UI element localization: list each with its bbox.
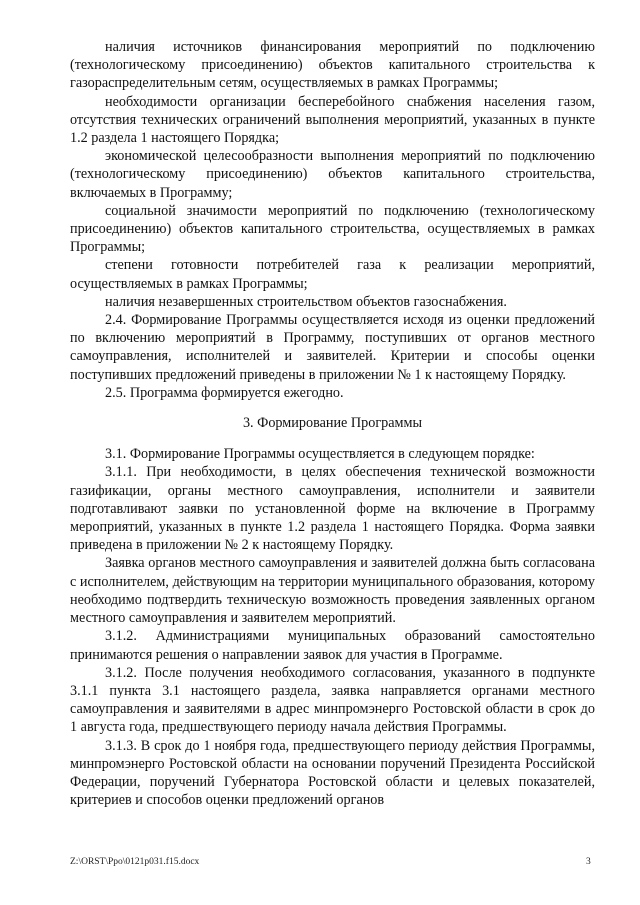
paragraph-3-1-2-b: 3.1.2. После получения необходимого согласования, указанного в подпункте 3.1.1 пункта 3.1 настоящего раздела, заявка направляется органами местного самоуправления и заявителями в адрес минпромэнерго Ростовской области в срок до 1 августа года, предшествующего периоду начала действия Программы.: [70, 664, 595, 736]
paragraph-3-1: 3.1. Формирование Программы осуществляется в следующем порядке:: [105, 446, 535, 463]
paragraph-criterion-financing: наличия источников финансирования мероприятий по подключению (технологическому присоединению) объектов капитального строительства к газораспределительным сетям, осуществляемых в рамках Программы;: [70, 39, 595, 92]
paragraph-3-1-3: 3.1.3. В срок до 1 ноября года, предшествующего периоду действия Программы, минпромэнерго Ростовской области на основании поручений Президента Российской Федерации, поручений Губернатора Ростовской области и целевых показателей, критериев и способов оценки предложений органов: [70, 737, 595, 809]
paragraph-3-1-1: 3.1.1. При необходимости, в целях обеспечения технической возможности газификации, органы местного самоуправления, исполнители и заявители подготавливают заявки по установленной форме на включение в Программу мероприятий, указанных в пункте 1.2 раздела 1 настоящего Порядка. Форма заявки приведена в приложении № 2 к настоящему Порядку.: [70, 464, 595, 554]
section-heading: 3. Формирование Программы: [242, 415, 423, 432]
paragraph-application-approval: Заявка органов местного самоуправления и заявителей должна быть согласована с исполнителем, действующим на территории муниципального образования, которому необходимо подтвердить техническую возможность проведения заявленных органом местного самоуправления и заявителем мероприятий.: [70, 555, 595, 627]
footer-page-number: 3: [586, 857, 591, 867]
paragraph-3-1-2-a: 3.1.2. Администрациями муниципальных образований самостоятельно принимаются решения о направлении заявок для участия в Программе.: [70, 628, 595, 663]
paragraph-criterion-supply: необходимости организации бесперебойного снабжения населения газом, отсутствия технических ограничений выполнения мероприятий, указанных в пункте 1.2 раздела 1 настоящего Порядка;: [70, 93, 595, 147]
document-body: [70, 38, 595, 809]
paragraph-2-4: 2.4. Формирование Программы осуществляется исходя из оценки предложений по включению мероприятий в Программу, поступивших от органов местного самоуправления, исполнителей и заявителей. Критерии и способы оценки поступивших предложений приведены в приложении № 1 к настоящему Порядку.: [70, 312, 595, 383]
paragraph-criterion-unfinished: наличия незавершенных строительством объектов газоснабжения.: [105, 293, 507, 310]
paragraph-criterion-social: социальной значимости мероприятий по подключению (технологическому присоединению) объектов капитального строительства, осуществляемых в рамках Программы;: [70, 202, 595, 256]
footer-file-path: Z:\ORST\Ppo\0121p031.f15.docx: [70, 857, 200, 867]
paragraph-criterion-readiness: степени готовности потребителей газа к реализации мероприятий, осуществляемых в рамках Программы;: [70, 257, 595, 292]
paragraph-2-5: 2.5. Программа формируется ежегодно.: [105, 384, 344, 401]
paragraph-criterion-economic: экономической целесообразности выполнения мероприятий по подключению (технологическому присоединению) объектов капитального строительства, включаемых в Программу;: [70, 148, 595, 201]
